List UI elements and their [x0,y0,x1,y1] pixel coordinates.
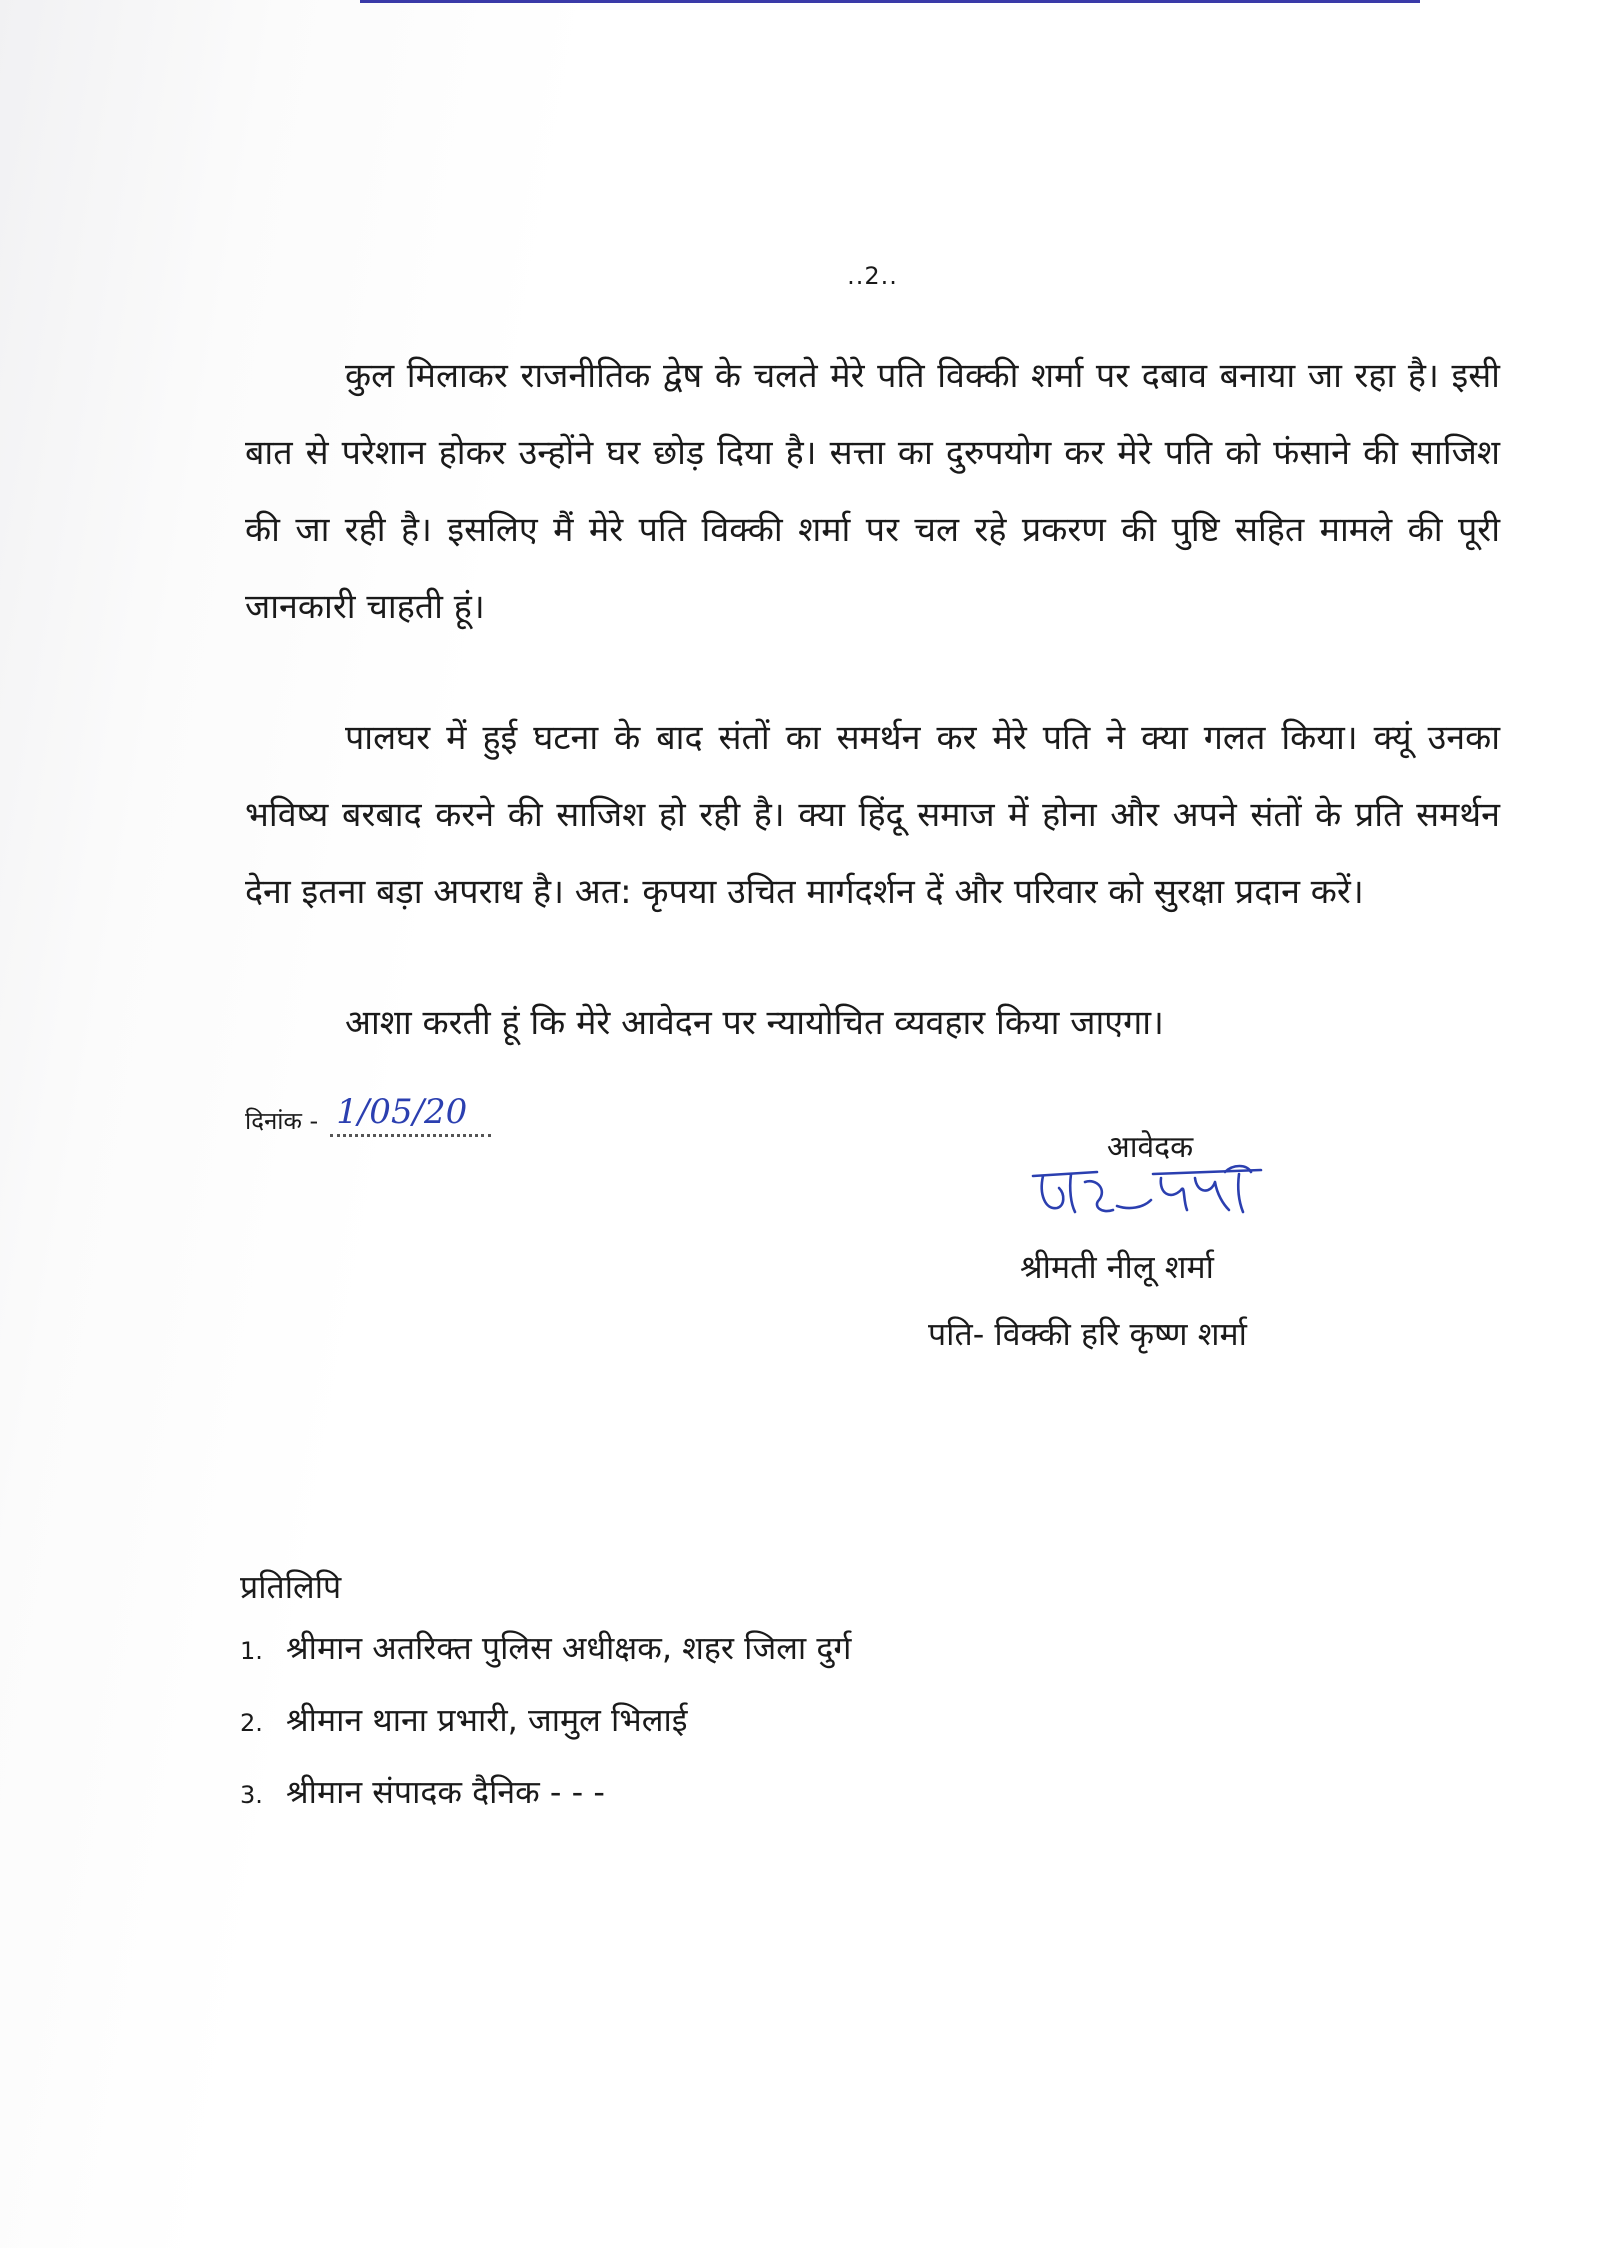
list-item-number: 1. [240,1637,263,1665]
paragraph-2: पालघर में हुई घटना के बाद संतों का समर्थन कर मेरे पति ने क्या गलत किया। क्यूं उनका भविष्य बरबाद करने की साजिश हो रही है। क्या हिंदू समाज में होना और अपने संतों के प्रति समर्थन देना इतना बड़ा अपराध है। अत: कृपया उचित मार्गदर्शन दें और परिवार को सुरक्षा प्रदान करें। [245,718,1500,912]
handwritten-signature [1025,1160,1275,1230]
list-item-text: श्रीमान थाना प्रभारी, जामुल भिलाई [286,1701,688,1739]
list-item-number: 3. [240,1781,263,1809]
list-item-number: 2. [240,1709,263,1737]
applicant-block [1020,1128,1280,1230]
date-line [245,1092,491,1137]
applicant-label: आवेदक [1106,1130,1194,1165]
page-number: ..2.. [847,262,898,290]
top-edge-strip [360,0,1420,3]
list-item [240,1626,851,1698]
husband-name: पति- विक्की हरि कृष्ण शर्मा [928,1315,1247,1353]
paragraph-1: कुल मिलाकर राजनीतिक द्वेष के चलते मेरे पति विक्की शर्मा पर दबाव बनाया जा रहा है। इसी बात से परेशान होकर उन्होंने घर छोड़ दिया है। सत्ता का दुरुपयोग कर मेरे पति को फंसाने की साजिश की जा रही है। इसलिए मैं मेरे पति विक्की शर्मा पर चल रहे प्रकरण की पुष्टि सहित मामले की पूरी जानकारी चाहती हूं। [245,356,1500,627]
paragraph-3: आशा करती हूं कि मेरे आवेदन पर न्यायोचित व्यवहार किया जाएगा। [345,1003,1164,1043]
date-label: दिनांक - [245,1107,319,1135]
applicant-name: श्रीमती नीलू शर्मा [1020,1248,1214,1286]
date-value-handwritten: 1/05/20 [330,1092,491,1137]
copy-heading: प्रतिलिपि [240,1568,342,1606]
list-item [240,1770,851,1842]
list-item-text: श्रीमान संपादक दैनिक - - - [286,1773,605,1811]
copy-section [240,1565,851,1842]
copy-list [240,1626,851,1842]
letter-body [245,338,1500,1062]
list-item-text: श्रीमान अतरिक्त पुलिस अधीक्षक, शहर जिला दुर्ग [286,1629,852,1667]
list-item [240,1698,851,1770]
